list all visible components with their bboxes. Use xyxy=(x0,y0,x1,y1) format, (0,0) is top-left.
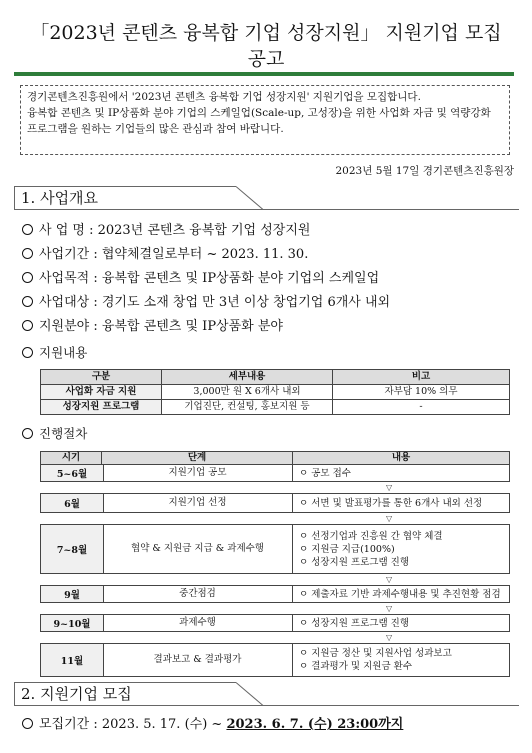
process-stage: 중간점검 xyxy=(103,586,293,602)
table-cell: 자부담 10% 의무 xyxy=(333,385,510,400)
process-content xyxy=(293,465,509,481)
process-stage: 지원기업 선정 xyxy=(103,494,293,512)
process-content xyxy=(293,525,509,573)
process-content-item: ㅇ 제출자료 기반 과제수행내용 및 추진현황 점검 xyxy=(299,588,501,600)
process-header-content: 내용 xyxy=(292,451,510,465)
bullet-project-target xyxy=(22,294,390,312)
bullet-project-purpose xyxy=(22,270,379,288)
bullet-text: 사업기간 : 협약체결일로부터 ~ 2023. 11. 30. xyxy=(39,247,309,262)
process-stage: 결과보고 & 결과평가 xyxy=(103,644,293,676)
circle-bullet-icon xyxy=(22,224,33,235)
process-period: 9~10월 xyxy=(41,615,104,631)
page-title-line1: 「2023년 콘텐츠 융복합 기업 성장지원」 지원기업 모집 xyxy=(30,22,502,44)
down-arrow-icon: ▽ xyxy=(386,575,393,584)
down-arrow-icon: ▽ xyxy=(386,604,393,613)
bullet-text: 지원내용 xyxy=(39,345,88,360)
table-header: 구분 xyxy=(41,370,162,385)
bullet-project-period xyxy=(22,246,308,264)
heading-underline xyxy=(14,209,519,210)
down-arrow-icon: ▽ xyxy=(386,633,393,642)
notice-box xyxy=(20,85,510,155)
table-cell: 3,000만 원 X 6개사 내외 xyxy=(162,385,333,400)
circle-bullet-icon xyxy=(22,428,33,439)
process-period: 11월 xyxy=(41,644,104,676)
table-header: 비고 xyxy=(333,370,510,385)
bullet-text: 지원분야 : 융복합 콘텐츠 및 IP상품화 분야 xyxy=(39,319,283,334)
process-content-item: ㅇ 공모 접수 xyxy=(299,467,351,479)
process-content xyxy=(293,644,509,676)
process-period: 5~6월 xyxy=(41,465,104,481)
process-content xyxy=(293,494,509,512)
bullet-text: 사 업 명 : 2023년 콘텐츠 융복합 기업 성장지원 xyxy=(39,223,311,238)
process-content-item: ㅇ 서면 및 발표평가를 통한 6개사 내외 선정 xyxy=(299,497,483,509)
section-heading-label: 2. 지원기업 모집 xyxy=(14,682,236,706)
circle-bullet-icon xyxy=(22,347,33,358)
process-table xyxy=(40,451,510,681)
circle-bullet-icon xyxy=(22,718,33,729)
process-row xyxy=(40,493,510,513)
bullet-text: 사업대상 : 경기도 소재 창업 만 3년 이상 창업기업 6개사 내외 xyxy=(39,295,391,310)
process-content-item: ㅇ 지원금 정산 및 지원사업 성과보고 xyxy=(299,648,452,659)
circle-bullet-icon xyxy=(22,296,33,307)
process-row xyxy=(40,643,510,677)
bullet-process xyxy=(22,425,87,443)
notice-paragraph-2: 융복합 콘텐츠 및 IP상품화 분야 기업의 스케일업(Scale-up, 고성장)을 위한 사업화 자금 및 역량강화 프로그램을 원하는 기업들의 많은 관심과 참여 바랍니다. xyxy=(27,107,491,135)
down-arrow-icon: ▽ xyxy=(386,514,393,523)
process-header-period: 시기 xyxy=(40,451,102,465)
bullet-support-content xyxy=(22,344,87,362)
circle-bullet-icon xyxy=(22,320,33,331)
bullet-text: 진행절차 xyxy=(39,426,88,441)
page-title xyxy=(12,20,520,72)
circle-bullet-icon xyxy=(22,248,33,259)
process-row xyxy=(40,524,510,574)
process-content-item: ㅇ 지원금 지급(100%) xyxy=(299,543,395,555)
title-divider xyxy=(14,72,514,76)
page-title-line2: 공고 xyxy=(247,48,285,70)
process-stage: 지원기업 공모 xyxy=(103,465,293,481)
table-cell: - xyxy=(333,400,510,415)
process-content xyxy=(293,586,509,602)
issue-date: 2023년 5월 17일 경기콘텐츠진흥원장 xyxy=(335,165,514,177)
table-cell: 기업진단, 컨설팅, 홍보지원 등 xyxy=(162,400,333,415)
process-stage: 과제수행 xyxy=(103,615,293,631)
process-content-item: ㅇ 결과평가 및 지원금 환수 xyxy=(299,661,413,672)
bullet-text: 사업목적 : 융복합 콘텐츠 및 IP상품화 분야 기업의 스케일업 xyxy=(39,271,380,286)
table-header: 세부내용 xyxy=(162,370,333,385)
down-arrow-icon: ▽ xyxy=(386,483,393,492)
process-content-item: ㅇ 성장지원 프로그램 진행 xyxy=(299,617,410,629)
notice-paragraph-1: 경기콘텐츠진흥원에서 '2023년 콘텐츠 융복합 기업 성장지원' 지원기업을 모집합니다. xyxy=(27,91,421,103)
recruit-period-deadline: 2023. 6. 7. (수) 23:00까지 xyxy=(226,717,404,732)
process-period: 9월 xyxy=(41,586,104,602)
support-table xyxy=(40,369,510,415)
process-stage: 협약 & 지원금 지급 & 과제수행 xyxy=(103,525,293,573)
process-row xyxy=(40,464,510,482)
table-row xyxy=(41,400,510,415)
table-header-row xyxy=(41,370,510,385)
bullet-recruit-period xyxy=(22,716,403,734)
process-row xyxy=(40,585,510,603)
table-cell: 성장지원 프로그램 xyxy=(41,400,162,415)
heading-slant-decoration xyxy=(236,186,264,210)
process-content-item: ㅇ 선정기업과 진흥원 간 협약 체결 xyxy=(299,530,443,542)
section-heading-label: 1. 사업개요 xyxy=(14,186,236,210)
process-content xyxy=(293,615,509,631)
bullet-project-name xyxy=(22,222,310,240)
process-header-stage: 단계 xyxy=(101,451,293,465)
recruit-period-start: 모집기간 : 2023. 5. 17. (수) ~ xyxy=(39,717,227,732)
process-period: 6월 xyxy=(41,494,104,512)
bullet-support-field xyxy=(22,318,283,336)
process-content-item: ㅇ 성장지원 프로그램 진행 xyxy=(299,556,410,568)
process-row xyxy=(40,614,510,632)
table-cell: 사업화 자금 지원 xyxy=(41,385,162,400)
heading-underline xyxy=(14,705,519,706)
heading-slant-decoration xyxy=(236,682,264,706)
process-period: 7~8월 xyxy=(41,525,104,573)
table-row xyxy=(41,385,510,400)
circle-bullet-icon xyxy=(22,272,33,283)
